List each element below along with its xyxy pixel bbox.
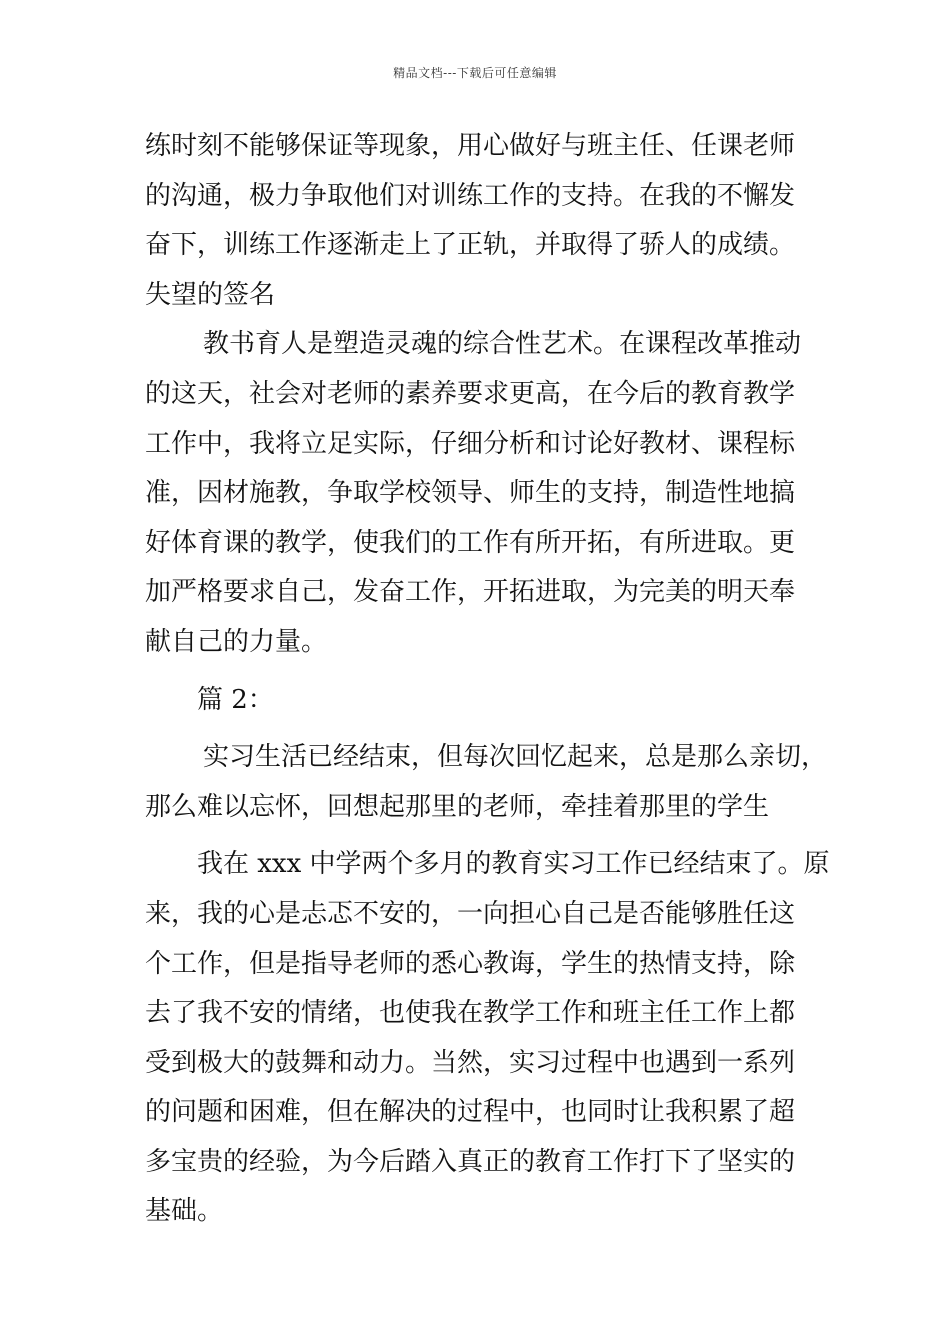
- text-line: 那么难以忘怀，回想起那里的老师，牵挂着那里的学生: [145, 791, 770, 822]
- text-line: 来，我的心是忐忑不安的，一向担心自己是否能够胜任这: [145, 898, 796, 929]
- text-line: 的沟通，极力争取他们对训练工作的支持。在我的不懈发: [145, 180, 796, 211]
- text-line: 的这天，社会对老师的素养要求更高，在今后的教育教学: [145, 378, 796, 409]
- text-line: 准，因材施教，争取学校领导、师生的支持，制造性地搞: [145, 478, 796, 509]
- text-line: 多宝贵的经验，为今后踏入真正的教育工作打下了坚实的: [145, 1146, 796, 1177]
- text-line: 失望的签名: [145, 279, 276, 310]
- text-line: 好体育课的教学，使我们的工作有所开拓，有所进取。更: [145, 527, 796, 558]
- text-line: 个工作，但是指导老师的悉心教诲，学生的热情支持，除: [145, 948, 796, 979]
- text-line: 受到极大的鼓舞和动力。当然，实习过程中也遇到一系列: [145, 1047, 796, 1078]
- text-line: 的问题和困难，但在解决的过程中，也同时让我积累了超: [145, 1097, 796, 1128]
- paragraph-gap: [145, 725, 817, 733]
- text-line: 实习生活已经结束，但每次回忆起来，总是那么亲切，: [203, 742, 828, 773]
- text-line: 去了我不安的情绪，也使我在教学工作和班主任工作上都: [145, 998, 796, 1029]
- body-text: [145, 122, 830, 1237]
- text-line: 练时刻不能够保证等现象，用心做好与班主任、任课老师: [145, 131, 796, 161]
- text-line: 基础。: [145, 1196, 224, 1227]
- text-line: 加严格要求自己，发奋工作，开拓进取，为完美的明天奉: [145, 577, 796, 608]
- paragraph-gap: [145, 832, 817, 840]
- text-line: 奋下，训练工作逐渐走上了正轨，并取得了骄人的成绩。: [145, 230, 796, 261]
- text-line: 我在 xxx 中学两个多月的教育实习工作已经结束了。原: [197, 849, 830, 880]
- text-line: 献自己的力量。: [145, 626, 328, 657]
- paragraph-gap: [145, 668, 817, 676]
- text-line: 工作中，我将立足实际，仔细分析和讨论好教材、课程标: [145, 428, 796, 459]
- text-line: 教书育人是塑造灵魂的综合性艺术。在课程改革推动: [203, 329, 802, 360]
- page-header: 精品文档---下载后可任意编辑: [393, 66, 557, 80]
- text-line: 篇 2：: [197, 684, 274, 715]
